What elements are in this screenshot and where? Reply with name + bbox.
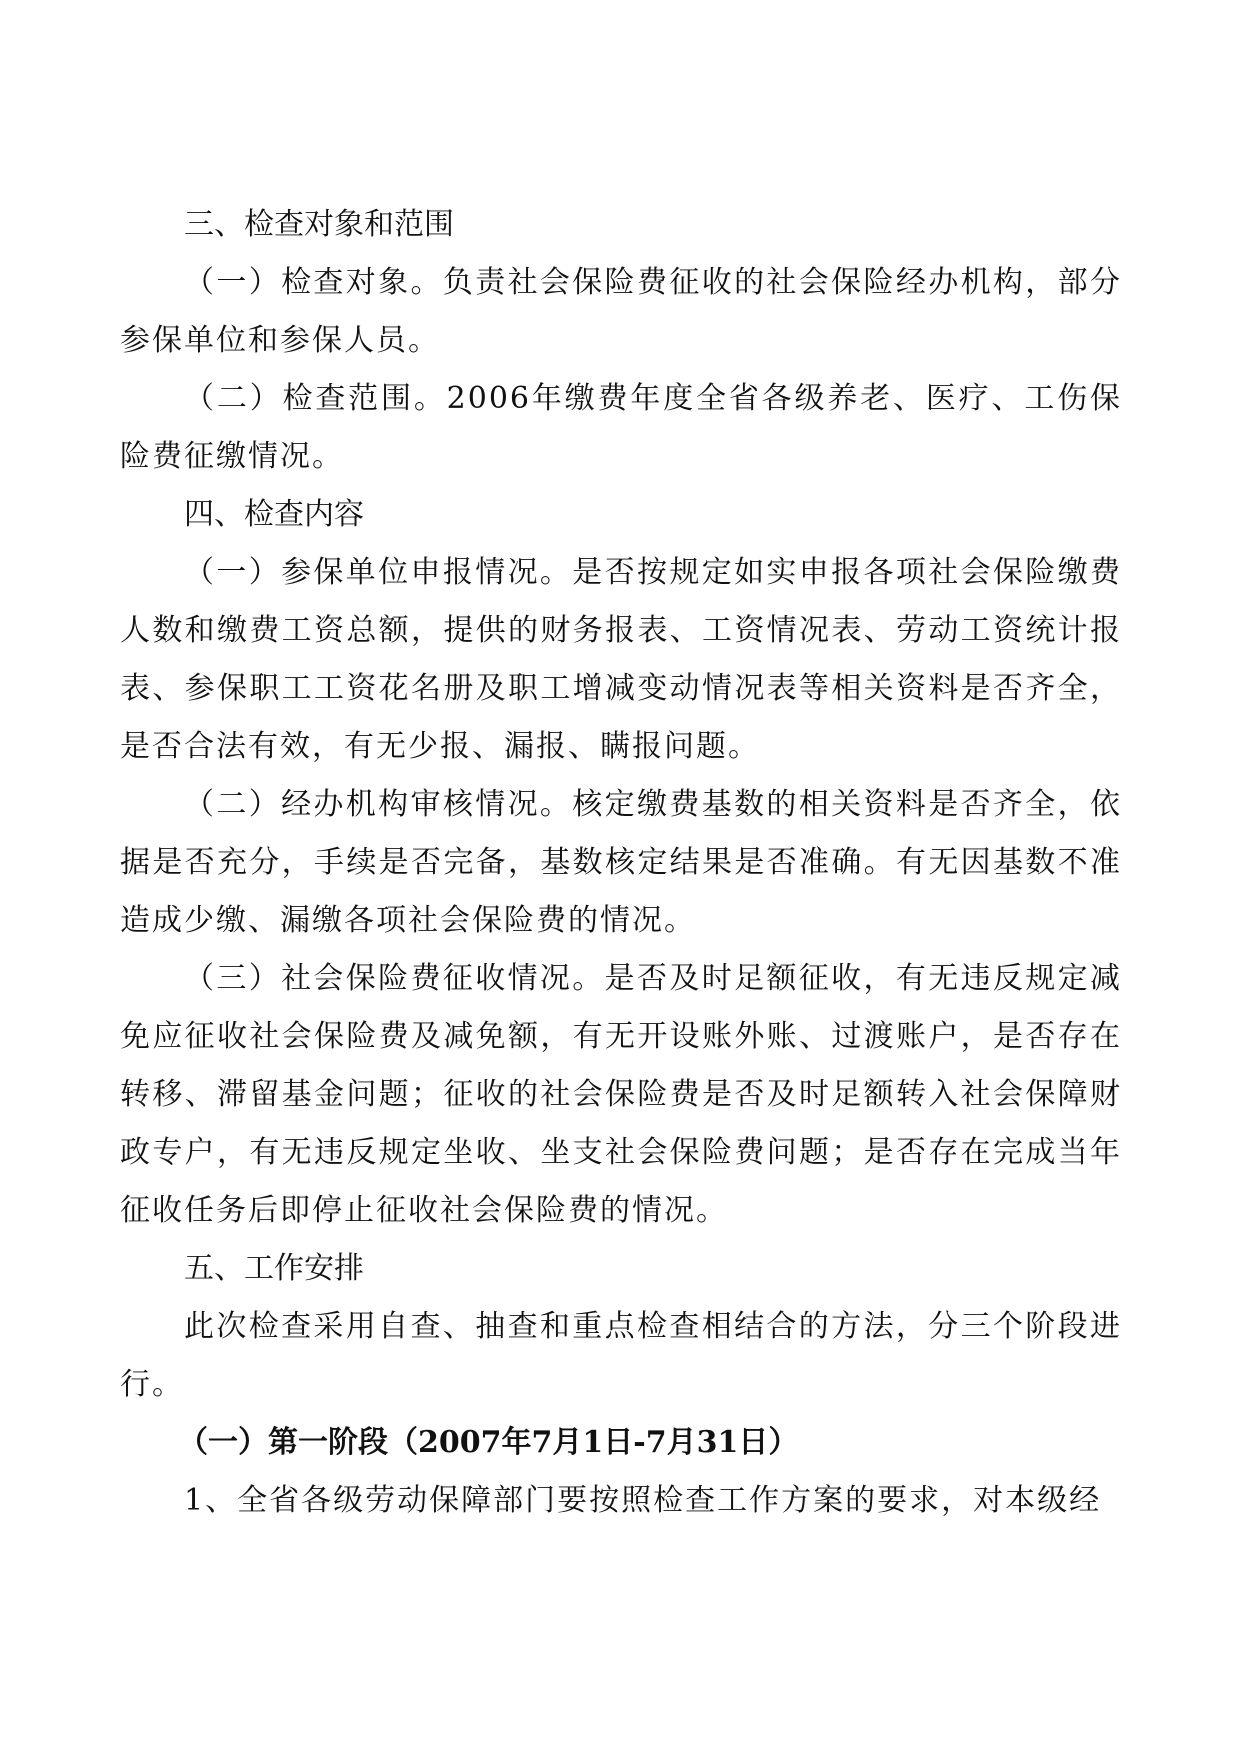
paragraph-stage-one-item-1: 1、全省各级劳动保障部门要按照检查工作方案的要求，对本级经 (184, 1483, 1102, 1518)
section-heading-work-arrangement: 五、工作安排 (184, 1251, 364, 1286)
paragraph-fee-collection: （三）社会保险费征收情况。是否及时足额征收，有无违反规定减免应征收社会保险费及减免额，有无开设账外账、过渡账户，是否存在转移、滞留基金问题；征收的社会保险费是否及时足额转入社会保障财政专户，有无违反规定坐收、坐支社会保险费问题；是否存在完成当年征收任务后即停止征收社会保险费的情况。 (120, 961, 1122, 1228)
paragraph-inspection-objects: （一）检查对象。负责社会保险费征收的社会保险经办机构，部分参保单位和参保人员。 (120, 265, 1122, 358)
section-heading-inspection-scope: 三、检查对象和范围 (184, 207, 454, 242)
paragraph-inspection-range: （二）检查范围。2006年缴费年度全省各级养老、医疗、工伤保险费征缴情况。 (120, 381, 1122, 474)
section-heading-inspection-content: 四、检查内容 (184, 497, 364, 532)
paragraph-agency-review: （二）经办机构审核情况。核定缴费基数的相关资料是否齐全，依据是否充分，手续是否完备，基数核定结果是否准确。有无因基数不准造成少缴、漏缴各项社会保险费的情况。 (120, 787, 1122, 938)
document-body (120, 196, 1122, 1530)
paragraph-inspection-method: 此次检查采用自查、抽查和重点检查相结合的方法，分三个阶段进行。 (120, 1309, 1122, 1402)
stage-one-heading: （一）第一阶段（2007年7月1日-7月31日） (178, 1425, 799, 1460)
paragraph-unit-declaration: （一）参保单位申报情况。是否按规定如实申报各项社会保险缴费人数和缴费工资总额，提供的财务报表、工资情况表、劳动工资统计报表、参保职工工资花名册及职工增减变动情况表等相关资料是否齐全，是否合法有效，有无少报、漏报、瞒报问题。 (120, 555, 1122, 764)
